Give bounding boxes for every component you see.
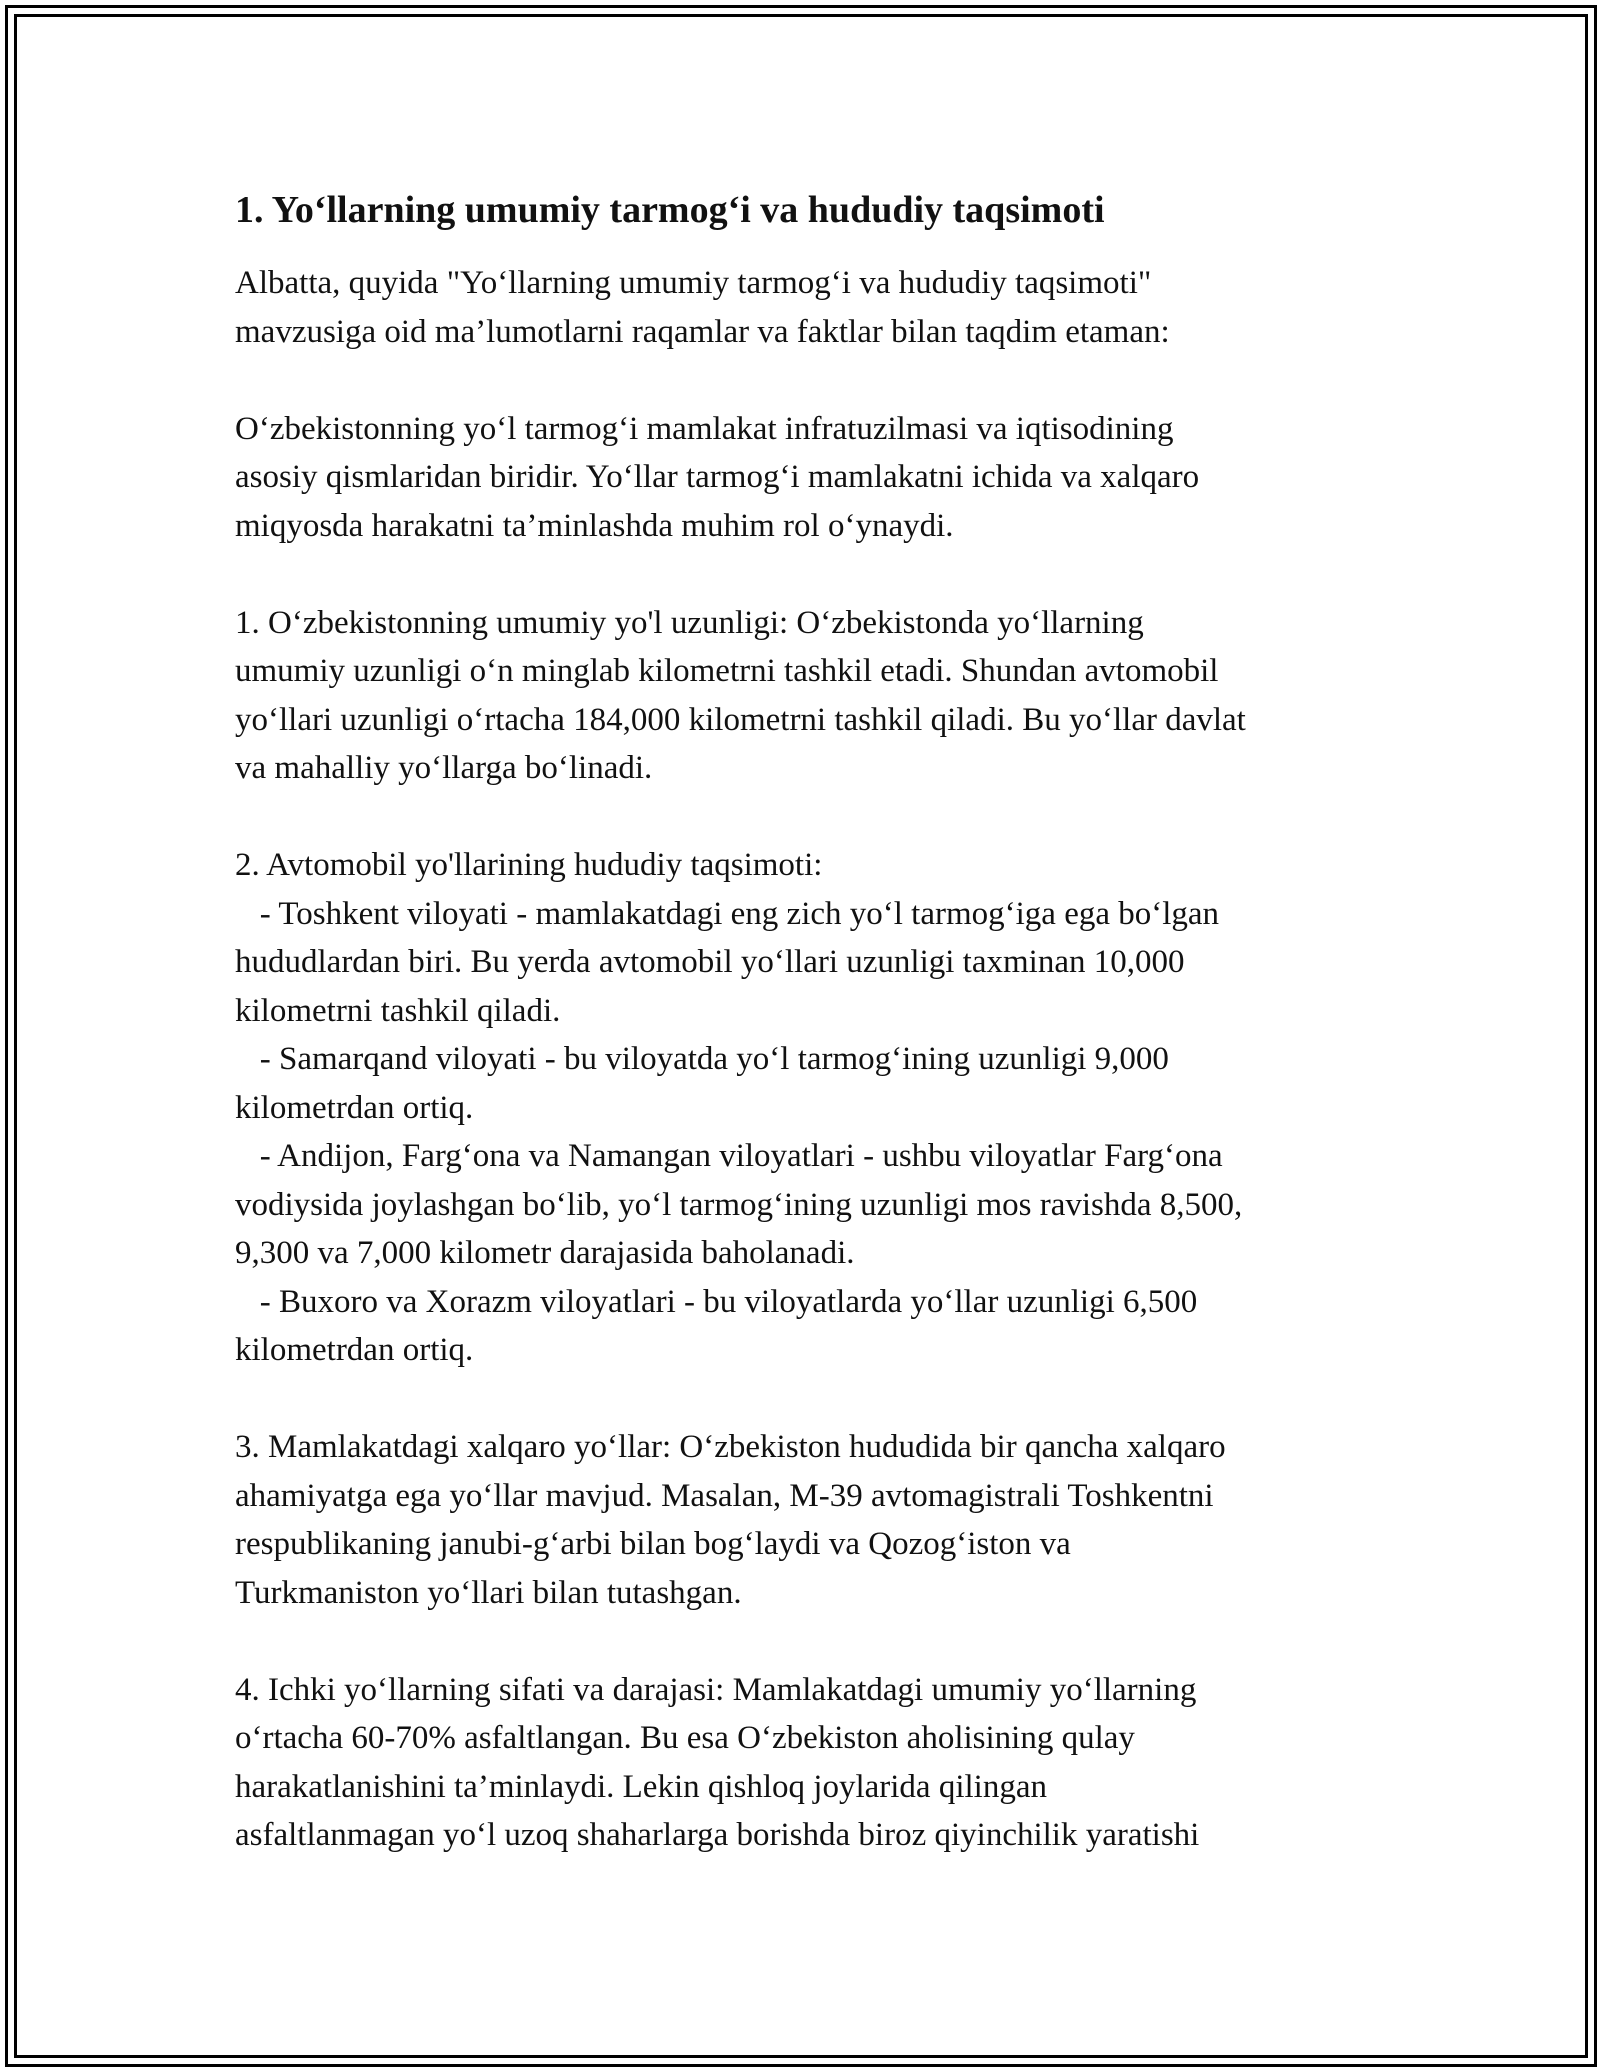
text-line: - Toshkent viloyati - mamlakatdagi eng zich yo‘l tarmog‘iga ega bo‘lgan <box>235 895 1220 932</box>
text-line: harakatlanishini ta’minlaydi. Lekin qishloq joylarida qilingan <box>235 1768 1047 1805</box>
text-line: o‘rtacha 60-70% asfaltlangan. Bu esa O‘zbekiston aholisining qulay <box>235 1720 1135 1756</box>
text-line: asfaltlanmagan yo‘l uzoq shaharlarga borishda biroz qiyinchilik yaratishi <box>235 1817 1200 1853</box>
text-line: umumiy uzunligi o‘n minglab kilometrni tashkil etadi. Shundan avtomobil <box>235 653 1219 689</box>
text-line: hududlardan biri. Bu yerda avtomobil yo‘llari uzunligi taxminan 10,000 <box>235 944 1185 980</box>
text-line: Turkmaniston yo‘llari bilan tutashgan. <box>235 1574 742 1611</box>
paragraph <box>235 841 1385 1375</box>
text-line: kilometrdan ortiq. <box>235 1089 474 1126</box>
paragraph <box>235 1423 1385 1617</box>
text-line: ahamiyatga ega yo‘llar mavjud. Masalan, M-39 avtomagistrali Toshkentni <box>235 1477 1214 1514</box>
paragraph-list <box>235 259 1385 1860</box>
text-line: - Andijon, Farg‘ona va Namangan viloyatlari - ushbu viloyatlar Farg‘ona <box>235 1138 1223 1174</box>
section-heading: 1. Yo‘llarning umumiy tarmog‘i va hududiy taqsimoti <box>235 189 1105 231</box>
text-line: Albatta, quyida "Yo‘llarning umumiy tarmog‘i va hududiy taqsimoti" <box>235 265 1152 301</box>
text-line: 4. Ichki yo‘llarning sifati va darajasi: Mamlakatdagi umumiy yo‘llarning <box>235 1671 1197 1708</box>
text-line: 2. Avtomobil yo'llarining hududiy taqsimoti: <box>235 847 823 883</box>
paragraph <box>235 259 1385 356</box>
text-line: 9,300 va 7,000 kilometr darajasida baholanadi. <box>235 1235 855 1271</box>
document-body <box>235 186 1385 1908</box>
text-line: 3. Mamlakatdagi xalqaro yo‘llar: O‘zbekiston hududida bir qancha xalqaro <box>235 1429 1226 1465</box>
paragraph <box>235 1666 1385 1860</box>
text-line: asosiy qismlaridan biridir. Yo‘llar tarmog‘i mamlakatni ichida va xalqaro <box>235 459 1200 495</box>
text-line: yo‘llari uzunligi o‘rtacha 184,000 kilometrni tashkil qiladi. Bu yo‘llar davlat <box>235 701 1246 738</box>
text-line: miqyosda harakatni ta’minlashda muhim rol o‘ynaydi. <box>235 507 954 544</box>
paragraph <box>235 599 1385 793</box>
text-line: O‘zbekistonning yo‘l tarmog‘i mamlakat infratuzilmasi va iqtisodining <box>235 410 1174 447</box>
text-line: - Buxoro va Xorazm viloyatlari - bu viloyatlarda yo‘llar uzunligi 6,500 <box>235 1283 1198 1320</box>
text-line: 1. O‘zbekistonning umumiy yo'l uzunligi: O‘zbekistonda yo‘llarning <box>235 604 1144 641</box>
text-line: kilometrdan ortiq. <box>235 1332 474 1368</box>
text-line: - Samarqand viloyati - bu viloyatda yo‘l tarmog‘ining uzunligi 9,000 <box>235 1041 1169 1077</box>
text-line: vodiysida joylashgan bo‘lib, yo‘l tarmog‘ining uzunligi mos ravishda 8,500, <box>235 1186 1243 1223</box>
text-line: kilometrni tashkil qiladi. <box>235 992 561 1029</box>
text-line: respublikaning janubi-g‘arbi bilan bog‘laydi va Qozog‘iston va <box>235 1526 1071 1562</box>
paragraph <box>235 405 1385 551</box>
text-line: mavzusiga oid ma’lumotlarni raqamlar va faktlar bilan taqdim etaman: <box>235 313 1170 350</box>
text-line: va mahalliy yo‘llarga bo‘linadi. <box>235 750 653 786</box>
